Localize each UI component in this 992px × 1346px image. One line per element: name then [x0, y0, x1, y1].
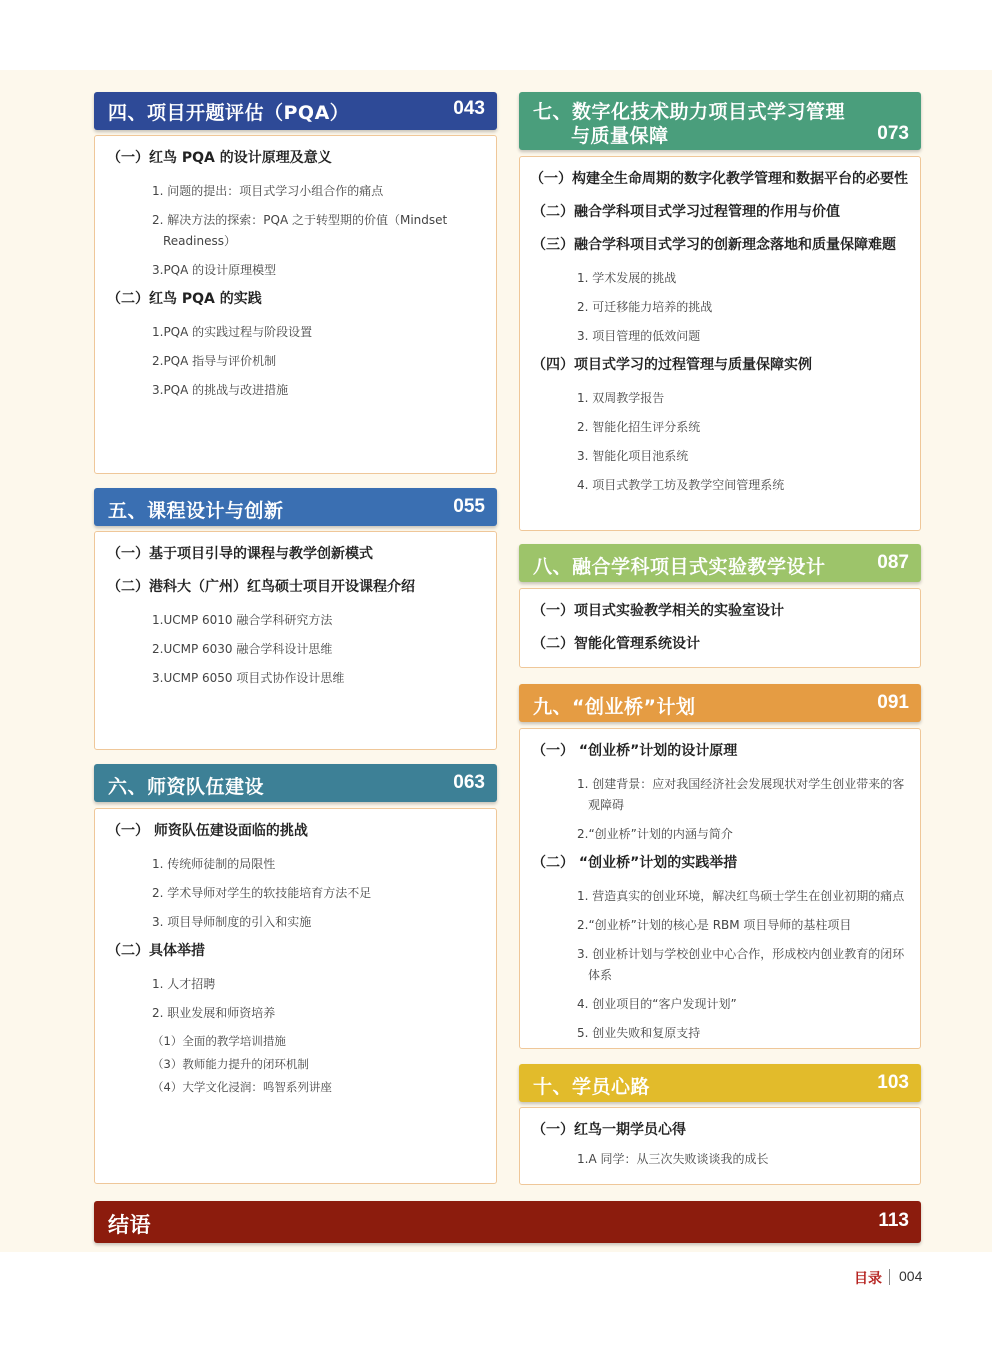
- s7-item-2[interactable]: （二）融合学科项目式学习过程管理的作用与价值: [532, 204, 840, 220]
- s4-item-2-sub-2[interactable]: 2.PQA 指导与评价机制: [152, 354, 277, 368]
- s9-item-2-sub-2[interactable]: 2.“创业桥”计划的核心是 RBM 项目导师的基柱项目: [577, 918, 852, 932]
- s4-item-2-sub-1[interactable]: 1.PQA 的实践过程与阶段设置: [152, 325, 313, 339]
- s7-item-4-sub-4[interactable]: 4. 项目式教学工坊及教学空间管理系统: [577, 478, 785, 492]
- s6-item-2-subsub-1[interactable]: （1）全面的教学培训措施: [152, 1034, 286, 1048]
- section-4: [94, 92, 497, 474]
- s10-item-1[interactable]: （一）红鸟一期学员心得: [532, 1122, 686, 1138]
- s10-item-1-sub-1[interactable]: 1.A 同学：从三次失败谈谈我的成长: [577, 1152, 769, 1166]
- s6-item-1-sub-1[interactable]: 1. 传统师徒制的局限性: [152, 857, 276, 871]
- section-10-title: 十、学员心路: [533, 1076, 651, 1098]
- s7-item-3[interactable]: （三）融合学科项目式学习的创新理念落地和质量保障难题: [532, 237, 896, 253]
- section-8-body: [519, 588, 921, 668]
- s7-item-3-sub-1[interactable]: 1. 学术发展的挑战: [577, 271, 677, 285]
- section-8-page: 087: [877, 552, 909, 573]
- section-9-page: 091: [877, 692, 909, 713]
- section-7-body: [519, 156, 921, 531]
- section-6-body: [94, 808, 497, 1184]
- section-6-page: 063: [453, 772, 485, 793]
- section-5-header[interactable]: [94, 488, 497, 526]
- section-9-header[interactable]: [519, 684, 921, 722]
- section-epilogue: [94, 1201, 921, 1243]
- s7-item-3-sub-2[interactable]: 2. 可迁移能力培养的挑战: [577, 300, 713, 314]
- section-8: [519, 544, 921, 668]
- s5-item-2-sub-1[interactable]: 1.UCMP 6010 融合学科研究方法: [152, 613, 333, 627]
- epilogue-page: 113: [878, 1210, 909, 1231]
- section-7: [519, 92, 921, 531]
- section-9: [519, 684, 921, 1049]
- section-10-body: [519, 1107, 921, 1185]
- s8-item-1[interactable]: （一）项目式实验教学相关的实验室设计: [532, 603, 784, 619]
- s4-item-2[interactable]: （二）红鸟 PQA 的实践: [107, 291, 262, 307]
- s6-item-1-sub-2[interactable]: 2. 学术导师对学生的软技能培育方法不足: [152, 886, 372, 900]
- s9-item-2-sub-1[interactable]: 1. 营造真实的创业环境，解决红鸟硕士学生在创业初期的痛点: [577, 889, 905, 903]
- s7-item-4-sub-2[interactable]: 2. 智能化招生评分系统: [577, 420, 701, 434]
- footer-label: 目录: [854, 1271, 882, 1287]
- footer-divider: [889, 1269, 890, 1285]
- s4-item-1-sub-3[interactable]: 3.PQA 的设计原理模型: [152, 263, 277, 277]
- s7-item-4[interactable]: （四）项目式学习的过程管理与质量保障实例: [532, 357, 812, 373]
- section-7-header[interactable]: [519, 92, 921, 150]
- section-4-header[interactable]: [94, 92, 497, 130]
- s6-item-1[interactable]: （一） 师资队伍建设面临的挑战: [107, 823, 308, 839]
- s6-item-2-sub-1[interactable]: 1. 人才招聘: [152, 977, 216, 991]
- s6-item-2-subsub-2[interactable]: （3）教师能力提升的闭环机制: [152, 1057, 309, 1071]
- footer-page-number: 004: [899, 1268, 923, 1284]
- s7-item-1[interactable]: （一）构建全生命周期的数字化教学管理和数据平台的必要性: [530, 171, 908, 187]
- s4-item-1[interactable]: （一）红鸟 PQA 的设计原理及意义: [107, 150, 332, 166]
- section-7-title-line-2: 与质量保障: [571, 125, 669, 147]
- s6-item-2-subsub-3[interactable]: （4）大学文化浸润：鸣智系列讲座: [152, 1080, 332, 1094]
- s7-item-3-sub-3[interactable]: 3. 项目管理的低效问题: [577, 329, 701, 343]
- section-4-title: 四、项目开题评估（PQA）: [108, 102, 350, 124]
- section-6: [94, 764, 497, 1184]
- section-8-title: 八、融合学科项目式实验教学设计: [533, 556, 826, 578]
- s5-item-1[interactable]: （一）基于项目引导的课程与教学创新模式: [107, 546, 373, 562]
- s9-item-1-sub-2[interactable]: 2.“创业桥”计划的内涵与简介: [577, 827, 733, 841]
- s6-item-1-sub-3[interactable]: 3. 项目导师制度的引入和实施: [152, 915, 312, 929]
- s9-item-2-sub-5[interactable]: 5. 创业失败和复原支持: [577, 1026, 701, 1040]
- s9-item-2-sub-3[interactable]: 3. 创业桥计划与学校创业中心合作，形成校内创业教育的闭环体系: [577, 947, 905, 982]
- section-5-body: [94, 531, 497, 750]
- section-6-header[interactable]: [94, 764, 497, 802]
- epilogue-title: 结语: [108, 1213, 151, 1237]
- section-6-title: 六、师资队伍建设: [108, 776, 265, 798]
- s9-item-1-sub-1[interactable]: 1. 创建背景：应对我国经济社会发展现状对学生创业带来的客观障碍: [577, 777, 905, 812]
- section-9-title: 九、“创业桥”计划: [533, 696, 696, 718]
- section-7-page: 073: [877, 123, 909, 144]
- s9-item-2-sub-4[interactable]: 4. 创业项目的“客户发现计划”: [577, 997, 737, 1011]
- section-10-header[interactable]: [519, 1064, 921, 1102]
- section-10: [519, 1064, 921, 1185]
- section-4-body: [94, 135, 497, 474]
- s7-item-4-sub-1[interactable]: 1. 双周教学报告: [577, 391, 665, 405]
- s6-item-2-sub-2[interactable]: 2. 职业发展和师资培养: [152, 1006, 276, 1020]
- s5-item-2-sub-3[interactable]: 3.UCMP 6050 项目式协作设计思维: [152, 671, 345, 685]
- s9-item-1[interactable]: （一） “创业桥”计划的设计原理: [532, 743, 738, 759]
- section-5-title: 五、课程设计与创新: [108, 500, 284, 522]
- section-5: [94, 488, 497, 750]
- s4-item-1-sub-1[interactable]: 1. 问题的提出：项目式学习小组合作的痛点: [152, 184, 384, 198]
- section-10-page: 103: [877, 1072, 909, 1093]
- section-4-page: 043: [453, 98, 485, 119]
- s9-item-2[interactable]: （二） “创业桥”计划的实践举措: [532, 855, 738, 871]
- s6-item-2[interactable]: （二）具体举措: [107, 943, 205, 959]
- epilogue-header[interactable]: [94, 1201, 921, 1243]
- s4-item-1-sub-2[interactable]: 2. 解决方法的探索：PQA 之于转型期的价值（Mindset Readiness）: [152, 213, 448, 248]
- section-8-header[interactable]: [519, 544, 921, 582]
- s5-item-2-sub-2[interactable]: 2.UCMP 6030 融合学科设计思维: [152, 642, 333, 656]
- s8-item-2[interactable]: （二）智能化管理系统设计: [532, 636, 700, 652]
- s7-item-4-sub-3[interactable]: 3. 智能化项目池系统: [577, 449, 689, 463]
- section-7-title-line-1: 七、数字化技术助力项目式学习管理: [533, 101, 846, 123]
- s4-item-2-sub-3[interactable]: 3.PQA 的挑战与改进措施: [152, 383, 289, 397]
- section-5-page: 055: [453, 496, 485, 517]
- section-9-body: [519, 728, 921, 1049]
- s5-item-2[interactable]: （二）港科大（广州）红鸟硕士项目开设课程介绍: [107, 579, 415, 595]
